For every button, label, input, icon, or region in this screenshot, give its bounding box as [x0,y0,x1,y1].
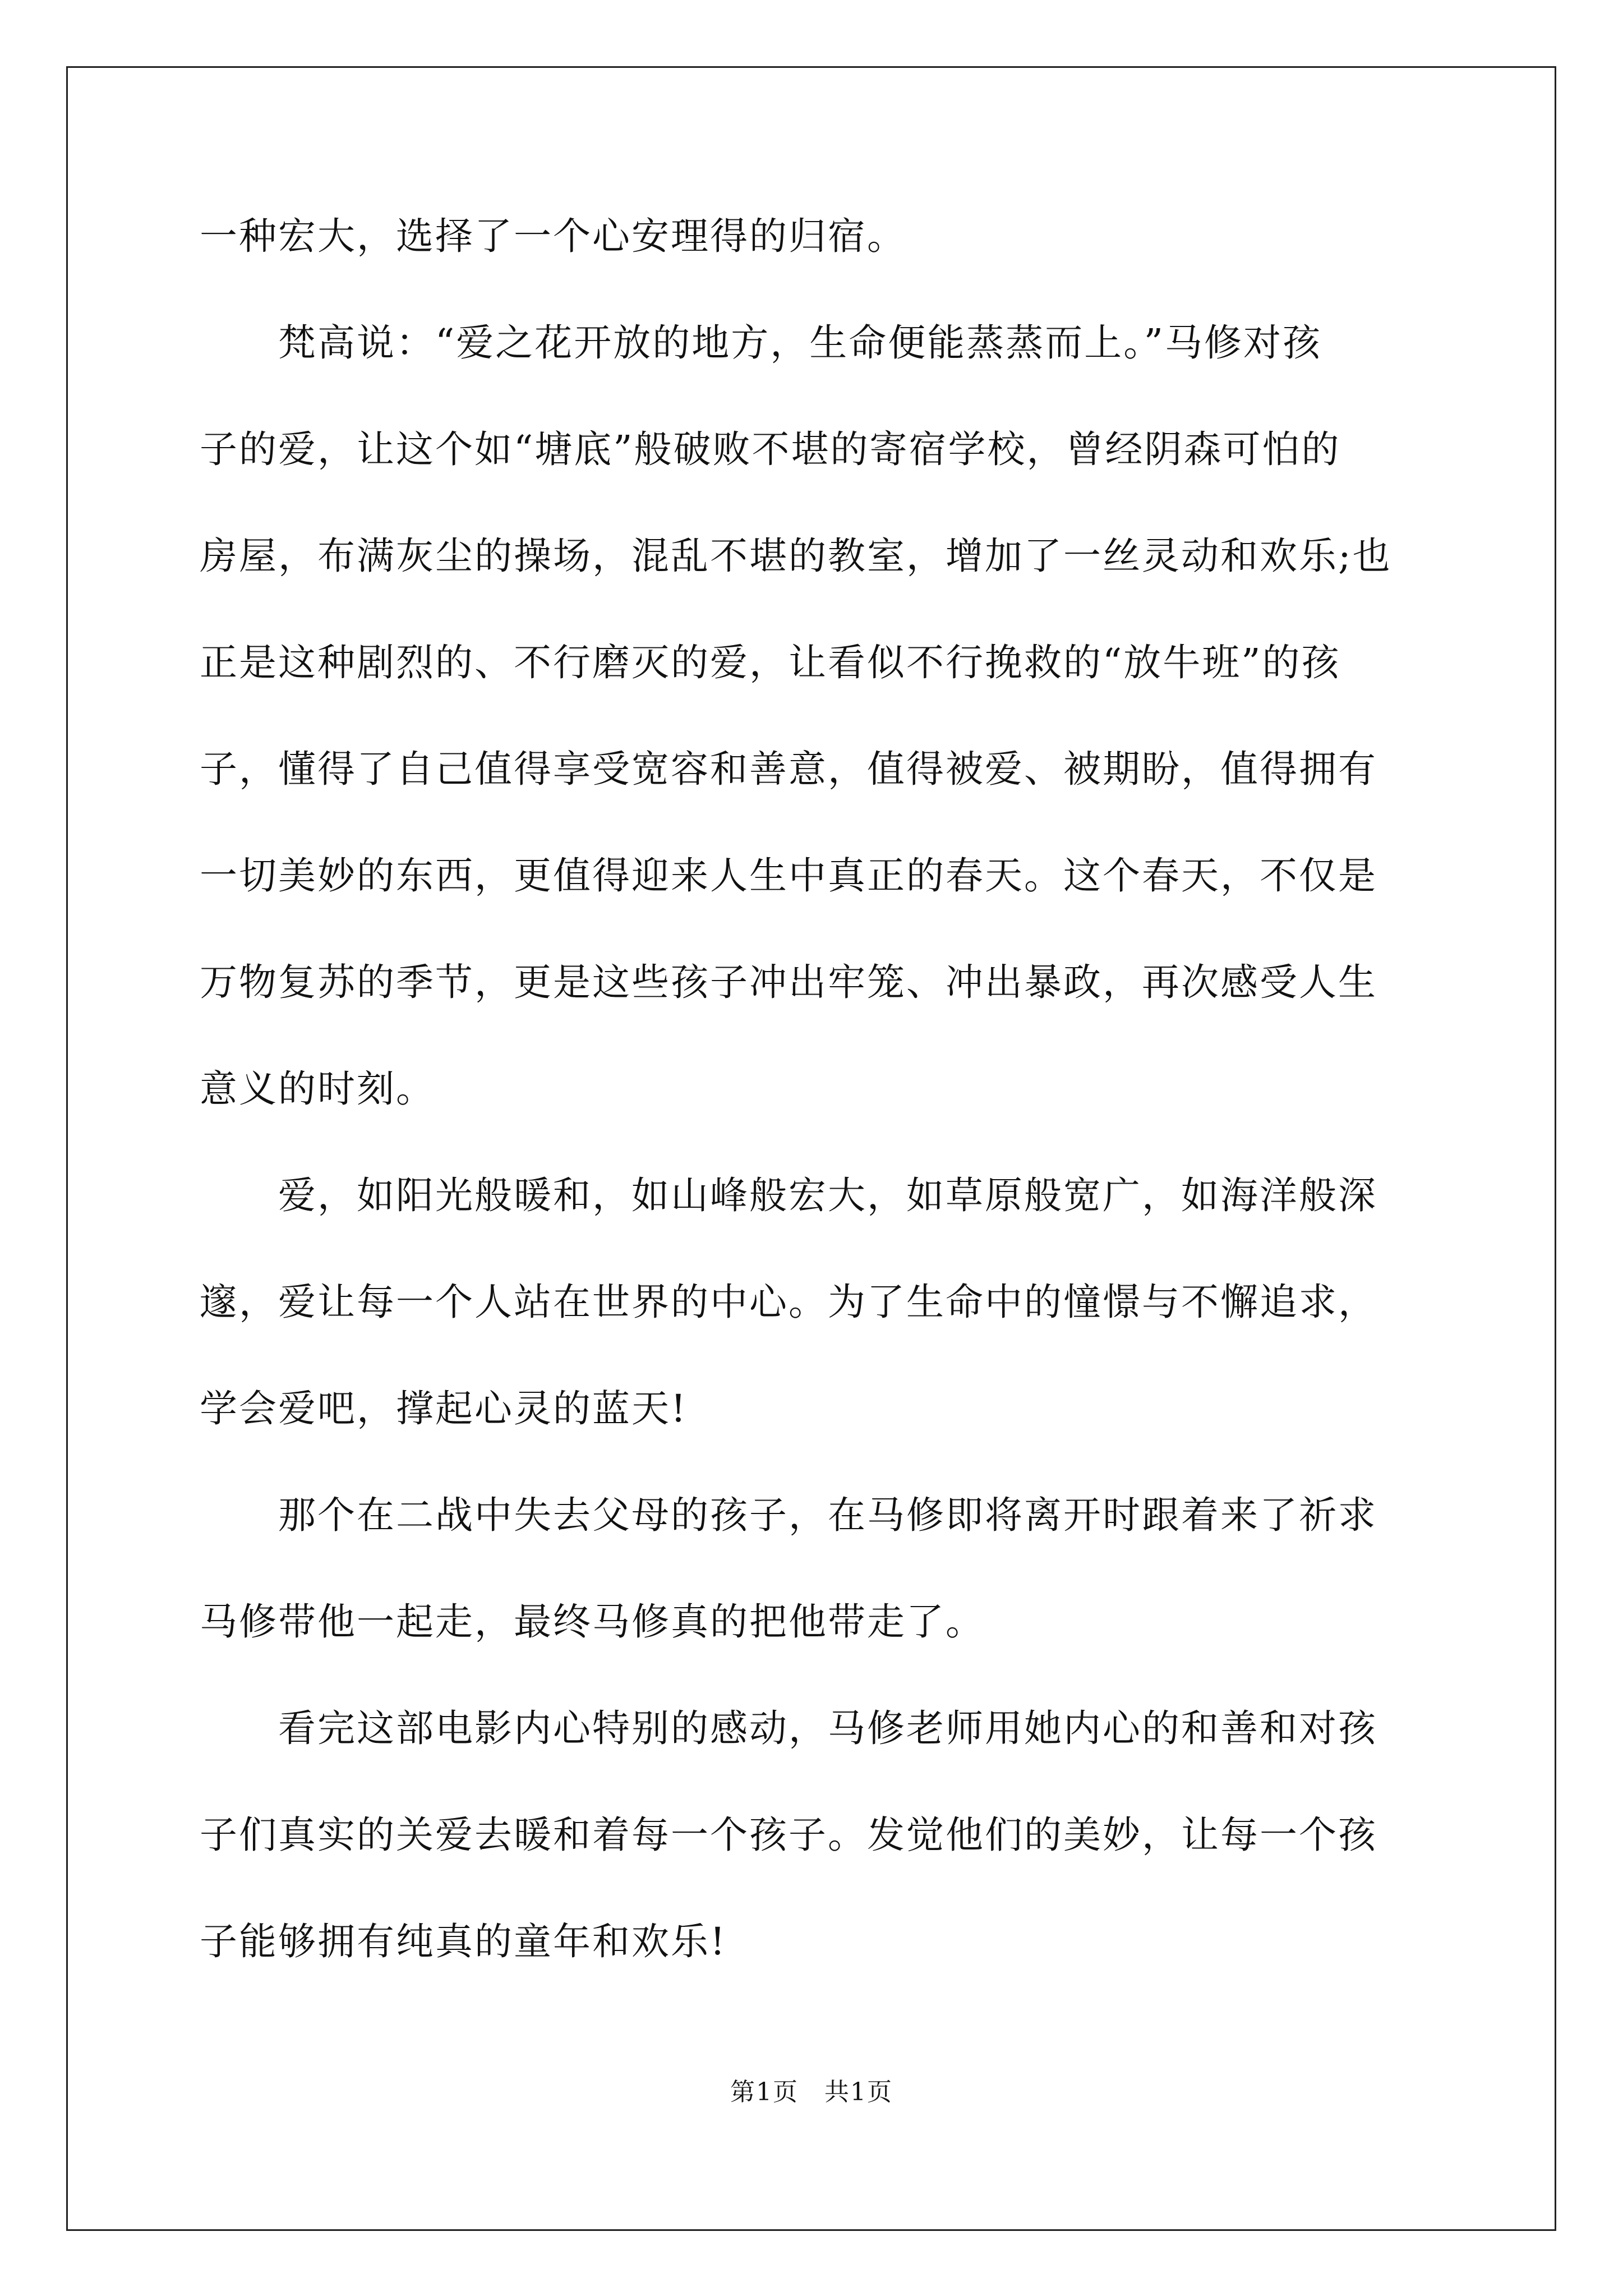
text-line: 那个在二战中失去父母的孩子，在马修即将离开时跟着来了祈求 [200,1493,1377,1537]
text-line: 子的爱，让这个如“塘底”般破败不堪的寄宿学校，曾经阴森可怕的 [200,427,1341,471]
text-line: 子，懂得了自己值得享受宽容和善意，值得被爱、被期盼，值得拥有 [200,747,1377,791]
text-line: 万物复苏的季节，更是这些孩子冲出牢笼、冲出暴政，再次感受人生 [200,960,1377,1004]
text-line: 子能够拥有纯真的童年和欢乐! [200,1920,727,1963]
document-body [200,210,1433,1968]
text-line: 意义的时刻。 [200,1067,435,1111]
text-line: 邃，爱让每一个人站在世界的中心。为了生命中的憧憬与不懈追求， [200,1280,1377,1324]
text-line: 正是这种剧烈的、不行磨灭的爱，让看似不行挽救的“放牛班”的孩 [200,641,1341,684]
text-line: 梵高说：“爱之花开放的地方，生命便能蒸蒸而上。”马修对孩 [200,321,1322,365]
text-line: 一切美妙的东西，更值得迎来人生中真正的春天。这个春天，不仅是 [200,854,1377,898]
text-line: 学会爱吧，撑起心灵的蓝天! [200,1387,688,1430]
text-line: 马修带他一起走，最终马修真的把他带走了。 [200,1600,985,1644]
text-line: 看完这部电影内心特别的感动，马修老师用她内心的和善和对孩 [200,1706,1377,1750]
text-line: 房屋，布满灰尘的操场，混乱不堪的教室，增加了一丝灵动和欢乐;也 [200,534,1392,578]
text-line: 子们真实的关爱去暖和着每一个孩子。发觉他们的美妙，让每一个孩 [200,1813,1377,1857]
text-line: 爱，如阳光般暖和，如山峰般宏大，如草原般宽广，如海洋般深 [200,1174,1377,1217]
page-footer: 第1页 共1页 [730,2078,893,2106]
text-line: 一种宏大，选择了一个心安理得的归宿。 [200,214,906,258]
